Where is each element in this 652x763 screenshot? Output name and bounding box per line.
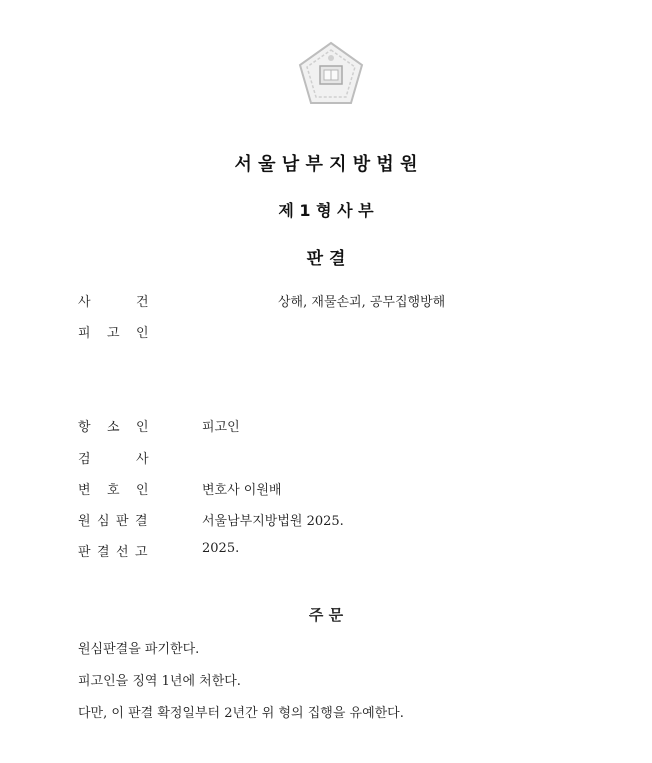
field-defendant: 피 고 인: [78, 326, 149, 341]
order-heading: 주 문: [308, 606, 344, 624]
appellant-value: 피고인: [202, 420, 240, 435]
document-type-title: 판 결: [306, 249, 346, 269]
field-original-judgment: 원 심 판 결 서울남부지방법원 2025.: [0, 510, 652, 532]
counsel-value: 변호사 이원배: [202, 483, 282, 498]
field-case: 사 건 상해, 재물손괴, 공무집행방해: [0, 291, 652, 313]
original-judgment-value: 서울남부지방법원 2025.: [202, 514, 344, 529]
field-prosecutor: 검 사: [78, 452, 149, 467]
order-line: 다만, 이 판결 확정일부터 2년간 위 형의 집행을 유예한다.: [78, 706, 404, 721]
field-sentencing-date: 판 결 선 고 2025.: [78, 541, 240, 560]
field-appellant: 항 소 인 피고인: [0, 416, 652, 438]
case-value: 상해, 재물손괴, 공무집행방해: [278, 295, 446, 310]
order-line: 피고인을 징역 1년에 처한다.: [78, 674, 241, 689]
field-counsel: 변 호 인 변호사 이원배: [0, 479, 652, 501]
order-line: 원심판결을 파기한다.: [78, 642, 200, 657]
court-name: 서 울 남 부 지 방 법 원: [234, 154, 418, 175]
division-name: 제 1 형 사 부: [278, 201, 374, 220]
sentencing-date-value: 2025.: [202, 541, 240, 556]
court-seal-icon: [296, 40, 366, 110]
